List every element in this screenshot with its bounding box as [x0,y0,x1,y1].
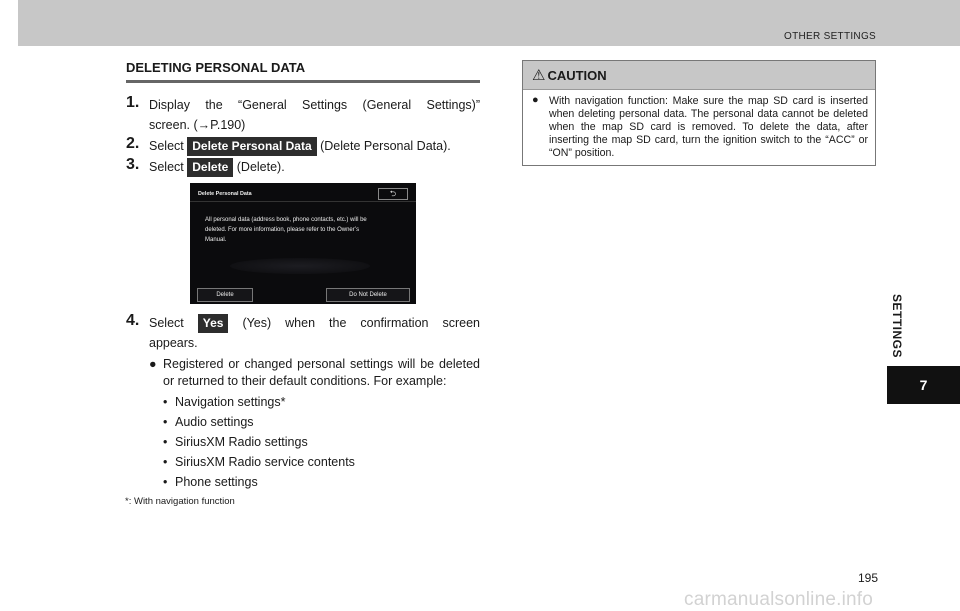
caution-body [523,90,875,160]
step-1 [126,95,480,135]
step-number: 3. [126,156,140,173]
step-text: Display the “General Settings (General Settings)” [149,98,480,112]
screen-message-line: Manual. [205,237,227,243]
step-number: 2. [126,135,140,152]
note-bullet [149,356,480,390]
delete-personal-data-screenshot [190,183,416,304]
back-icon[interactable]: ⮌ [378,188,408,200]
section-header: OTHER SETTINGS [784,31,876,42]
caution-title: CAUTION [547,67,607,83]
screen-message-line: All personal data (address book, phone contacts, etc.) will be [205,217,367,223]
example-text: SiriusXM Radio settings [175,435,308,449]
screen-title: Delete Personal Data [198,191,252,197]
yes-button-label: Yes [198,314,229,333]
step-text: Select [149,160,184,174]
sub-bullet-icon: • [163,415,168,429]
step-4 [126,313,480,353]
example-text: Audio settings [175,415,254,429]
sub-bullet-icon: • [163,435,168,449]
chapter-tab: 7 [887,366,960,404]
side-section-label [882,286,912,366]
example-item [163,452,480,472]
screen-do-not-delete-button[interactable]: Do Not Delete [326,288,410,302]
sub-bullet-icon: • [163,455,168,469]
delete-button-label: Delete [187,158,233,177]
caution-text: With navigation function: Make sure the map SD card is inserted when deleting personal data. The personal data cannot be deleted when the map SD card is removed. To delete the data, after inserting the map SD card, turn the ignition switch to the “ACC” or “ON” position. [549,95,868,159]
main-column [126,60,480,507]
page-number: 195 [858,571,879,585]
footnote: *: With navigation function [125,496,235,507]
step-number: 1. [126,94,140,111]
step-number: 4. [126,312,140,329]
caution-header [523,61,875,90]
step-2 [126,136,480,156]
screen-message [205,215,405,245]
step-text-post: (Delete Personal Data). [320,139,451,153]
example-text: SiriusXM Radio service contents [175,455,355,469]
step-text: Select [149,139,184,153]
screen-glow [230,258,370,274]
example-item [163,432,480,452]
note-text: Registered or changed personal settings will be deleted or returned to their default conditions. For example: [163,357,480,388]
caution-box [522,60,876,166]
screen-delete-button[interactable]: Delete [197,288,253,302]
bullet-icon: ● [149,357,157,371]
warning-triangle-icon: ⚠ [532,67,546,84]
sub-bullet-icon: • [163,475,168,489]
step-3 [126,157,480,177]
example-item [163,392,480,412]
example-item [163,472,480,492]
step-text [149,313,480,333]
screen-message-line: deleted. For more information, please refer to the Owner’s [205,227,360,233]
section-title: DELETING PERSONAL DATA [126,60,480,83]
example-text: Phone settings [175,475,258,489]
side-section-text: SETTINGS [890,293,904,359]
caution-bullet-icon: ● [532,94,539,106]
step-text-pre: Select [149,316,184,330]
watermark: carmanualsonline.info [684,589,874,610]
step-text-post: (Yes) when the confirmation screen [242,316,480,330]
step-text-line2: appears. [149,336,198,350]
example-item [163,412,480,432]
delete-personal-data-button-label: Delete Personal Data [187,137,316,156]
step-text-line2: screen. (→P.190) [149,118,246,132]
screen-divider [190,201,416,202]
sub-bullet-icon: • [163,395,168,409]
example-text: Navigation settings* [175,395,286,409]
step-text-post: (Delete). [236,160,285,174]
